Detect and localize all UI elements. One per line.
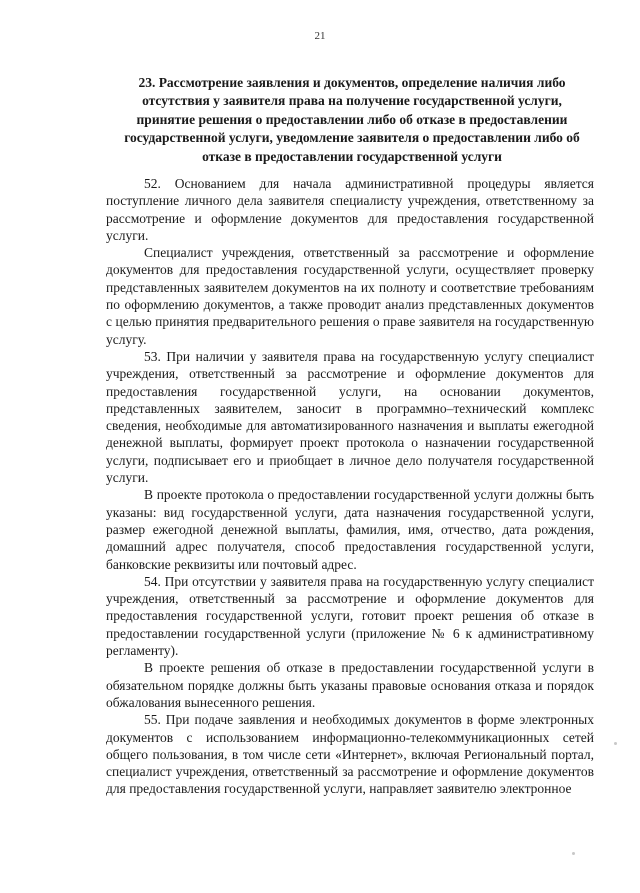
scan-speck — [572, 852, 575, 855]
paragraph-54: 54. При отсутствии у заявителя права на государственную услугу специалист учреждения, ответственный за рассмотрение и оформление документов для предоставления государственной услуги, готовит проект решения об отказе в предоставлении государственной услуги (приложение № 6 к административному регламенту). — [106, 573, 594, 659]
paragraph-55: 55. При подаче заявления и необходимых документов в форме электронных документов с использованием информационно-телекоммуникационных сетей общего пользования, в том числе сети «Интернет», включая Региональный портал, специалист учреждения, ответственный за рассмотрение и оформление документов для предоставления государственной услуги, направляет заявителю электронное — [106, 712, 594, 797]
section-heading: 23. Рассмотрение заявления и документов, определение наличия либо отсутствия у заявителя права на получение государственной услуги, принятие решения о предоставлении либо об отказе в предоставлении государственной услуги, уведомление заявителя о предоставлении либо об отказе в предоставлении государственной услуги — [124, 75, 580, 164]
paragraph-52: 52. Основанием для начала административной процедуры является поступление личного дела заявителя специалисту учреждения, ответственному за рассмотрение и оформление документов для предоставления государственной услуги. — [106, 176, 594, 243]
paragraph-protocol-contents: В проекте протокола о предоставлении государственной услуги должны быть указаны: вид государственной услуги, дата назначения государственной услуги, размер ежегодной денежной выплаты, фамилия, имя, отчество, дата рождения, домашний адрес получателя, способ предоставления государственной услуги, банковские реквизиты или почтовый адрес. — [106, 487, 594, 572]
page-number: 21 — [314, 30, 326, 42]
scan-speck — [614, 742, 617, 745]
paragraph-specialist-check: Специалист учреждения, ответственный за рассмотрение и оформление документов для предоставления государственной услуги, осуществляет проверку представленных заявителем документов на их полноту и соответствие требованиям по оформлению документов, а также проводит анализ представленных документов с целью принятия предварительного решения о праве заявителя на государственную услугу. — [106, 245, 594, 347]
body-text — [106, 175, 594, 798]
paragraph-refusal-contents: В проекте решения об отказе в предоставлении государственной услуги в обязательном порядке должны быть указаны правовые основания отказа и порядок обжалования вынесенного решения. — [106, 660, 594, 710]
paragraph-53: 53. При наличии у заявителя права на государственную услугу специалист учреждения, ответственный за рассмотрение и оформление документов для предоставления государственной услуги, на основании документов, представленных заявителем, заносит в программно–технический комплекс сведения, необходимые для автоматизированного назначения и выплаты ежегодной денежной выплаты, формирует проект протокола о назначении государственной услуги, подписывает его и приобщает в личное дело получателя государственной услуги. — [106, 348, 594, 486]
